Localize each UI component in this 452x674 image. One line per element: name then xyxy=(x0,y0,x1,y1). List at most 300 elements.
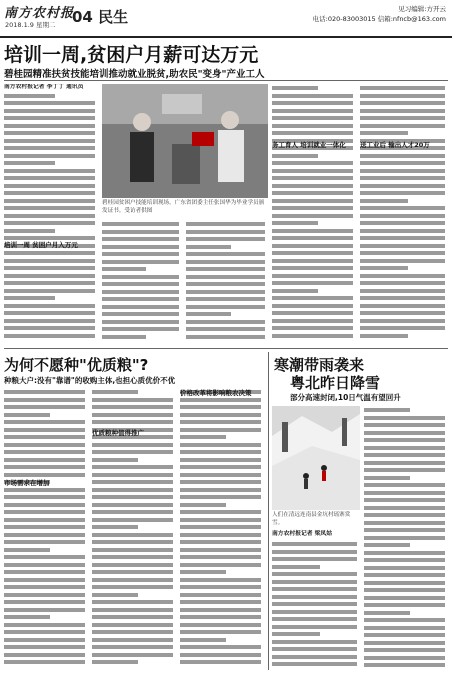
body-text-line xyxy=(360,204,448,212)
body-text-line xyxy=(272,182,356,190)
body-text-line xyxy=(360,152,448,160)
body-text-line xyxy=(4,122,98,130)
body-text-line xyxy=(4,516,88,524)
body-text-line xyxy=(4,174,98,182)
body-text-line xyxy=(102,258,182,266)
body-text-line xyxy=(92,411,176,419)
body-text-line xyxy=(102,243,182,251)
body-text-line xyxy=(272,638,360,646)
body-text-line xyxy=(92,613,176,621)
body-text-line xyxy=(4,219,98,227)
story2-body-col3 xyxy=(180,388,264,670)
body-text-line xyxy=(92,643,176,651)
body-text-line xyxy=(4,426,88,434)
body-text-line xyxy=(180,598,264,606)
body-text-line xyxy=(4,204,98,212)
body-text-line xyxy=(360,84,448,92)
body-text-line xyxy=(92,658,176,666)
body-text-line xyxy=(4,324,98,332)
body-text-line xyxy=(4,159,98,167)
body-text-line xyxy=(92,456,176,464)
body-text-line xyxy=(364,526,448,534)
body-text-line xyxy=(364,481,448,489)
body-text-line xyxy=(364,421,448,429)
body-text-line xyxy=(186,250,268,258)
body-text-line xyxy=(180,561,264,569)
body-text-line xyxy=(272,189,356,197)
body-text-line xyxy=(4,418,88,426)
body-text-line xyxy=(4,531,88,539)
body-text-line xyxy=(180,531,264,539)
body-text-line xyxy=(4,212,98,220)
body-text-line xyxy=(272,660,360,668)
body-text-line xyxy=(92,486,176,494)
body-text-line xyxy=(180,568,264,576)
body-text-line xyxy=(4,441,88,449)
body-text-line xyxy=(4,309,98,317)
story2-body-col1 xyxy=(4,388,88,670)
body-text-line xyxy=(272,585,360,593)
body-text-line xyxy=(102,265,182,273)
body-text-line xyxy=(186,243,268,251)
body-text-line xyxy=(364,571,448,579)
body-text-line xyxy=(360,122,448,130)
story1-subhead-1: 培训一周 贫困户月入万元 xyxy=(4,241,78,249)
body-text-line xyxy=(272,129,356,137)
body-text-line xyxy=(92,568,176,576)
body-text-line xyxy=(4,583,88,591)
body-text-line xyxy=(360,294,448,302)
body-text-line xyxy=(364,406,448,414)
body-text-line xyxy=(180,606,264,614)
body-text-line xyxy=(272,615,360,623)
body-text-line xyxy=(364,639,448,647)
body-text-line xyxy=(364,429,448,437)
body-text-line xyxy=(4,598,88,606)
body-text-line xyxy=(272,174,356,182)
story2-subhead-1: 市场需求在增加 xyxy=(4,479,50,487)
body-text-line xyxy=(364,594,448,602)
body-text-line xyxy=(92,441,176,449)
body-text-line xyxy=(272,107,356,115)
story3-byline: 南方农村报记者 梁凤姑 xyxy=(272,531,332,537)
body-text-line xyxy=(4,493,88,501)
body-text-line xyxy=(272,227,356,235)
body-text-line xyxy=(272,630,360,638)
body-text-line xyxy=(4,279,98,287)
body-text-line xyxy=(360,272,448,280)
story1-body-col3 xyxy=(186,220,268,344)
body-text-line xyxy=(102,280,182,288)
body-text-line xyxy=(360,107,448,115)
body-text-line xyxy=(180,651,264,659)
body-text-line xyxy=(364,459,448,467)
body-text-line xyxy=(364,601,448,609)
body-text-line xyxy=(180,583,264,591)
body-text-line xyxy=(272,287,356,295)
body-text-line xyxy=(272,234,356,242)
body-text-line xyxy=(92,396,176,404)
body-text-line xyxy=(92,388,176,396)
body-text-line xyxy=(360,309,448,317)
body-text-line xyxy=(272,152,356,160)
body-text-line xyxy=(272,623,360,631)
body-text-line xyxy=(360,234,448,242)
story1-subhead-2: 务工育人 培训就业一体化 xyxy=(272,141,346,149)
body-text-line xyxy=(4,264,98,272)
body-text-line xyxy=(272,219,356,227)
body-text-line xyxy=(4,182,98,190)
body-text-line xyxy=(180,591,264,599)
body-text-line xyxy=(272,204,356,212)
body-text-line xyxy=(4,636,88,644)
body-text-line xyxy=(272,555,360,563)
body-text-line xyxy=(4,448,88,456)
body-text-line xyxy=(360,279,448,287)
body-text-line xyxy=(272,578,360,586)
body-text-line xyxy=(360,167,448,175)
body-text-line xyxy=(92,523,176,531)
body-text-line xyxy=(102,273,182,281)
body-text-line xyxy=(180,546,264,554)
body-text-line xyxy=(364,511,448,519)
body-text-line xyxy=(92,493,176,501)
body-text-line xyxy=(272,608,360,616)
body-text-line xyxy=(102,325,182,333)
body-text-line xyxy=(360,189,448,197)
body-text-line xyxy=(360,302,448,310)
body-text-line xyxy=(4,249,98,257)
body-text-line xyxy=(4,463,88,471)
body-text-line xyxy=(364,586,448,594)
story3-photo-caption: 人们在清远连南县金坑村瑶寨赏雪。 xyxy=(272,512,351,526)
body-text-line xyxy=(180,658,264,666)
body-text-line xyxy=(186,333,268,341)
body-text-line xyxy=(272,332,356,340)
body-text-line xyxy=(360,257,448,265)
body-text-line xyxy=(102,310,182,318)
story3-body-col1 xyxy=(272,540,360,670)
body-text-line xyxy=(180,576,264,584)
body-text-line xyxy=(272,264,356,272)
story1-subhead-4: 送工业后 输出人才20万 xyxy=(360,141,430,149)
header-rule xyxy=(0,36,452,38)
body-text-line xyxy=(4,456,88,464)
body-text-line xyxy=(180,411,264,419)
body-text-line xyxy=(4,388,88,396)
body-text-line xyxy=(364,556,448,564)
body-text-line xyxy=(180,553,264,561)
body-text-line xyxy=(180,538,264,546)
body-text-line xyxy=(364,444,448,452)
body-text-line xyxy=(364,609,448,617)
body-text-line xyxy=(364,489,448,497)
body-text-line xyxy=(4,523,88,531)
body-text-line xyxy=(272,197,356,205)
body-text-line xyxy=(180,501,264,509)
body-text-line xyxy=(360,219,448,227)
body-text-line xyxy=(186,325,268,333)
body-text-line xyxy=(272,279,356,287)
body-text-line xyxy=(364,466,448,474)
story3-subheadline: 部分高速封闭,10日气温有望回升 xyxy=(290,393,401,402)
body-text-line xyxy=(186,273,268,281)
body-text-line xyxy=(272,570,360,578)
body-text-line xyxy=(92,628,176,636)
body-text-line xyxy=(4,332,98,340)
body-text-line xyxy=(272,645,360,653)
body-text-line xyxy=(4,508,88,516)
body-text-line xyxy=(4,167,98,175)
body-text-line xyxy=(186,228,268,236)
body-text-line xyxy=(102,303,182,311)
story1-body-col4 xyxy=(272,84,356,344)
body-text-line xyxy=(272,167,356,175)
body-text-line xyxy=(102,318,182,326)
body-text-line xyxy=(4,561,88,569)
issue-date: 2018.1.9 星期二 xyxy=(5,21,56,29)
body-text-line xyxy=(360,227,448,235)
body-text-line xyxy=(92,463,176,471)
body-text-line xyxy=(180,493,264,501)
body-text-line xyxy=(364,661,448,669)
story1-photo-caption: 碧桂园贫困户技能培训现场。广东省团委主任张国华为毕业学员颁发证书。受访者供图 xyxy=(102,200,265,214)
body-text-line xyxy=(4,99,98,107)
body-text-line xyxy=(272,540,360,548)
body-text-line xyxy=(360,287,448,295)
page-section-label: 04 民生 xyxy=(72,8,129,26)
body-text-line xyxy=(186,288,268,296)
body-text-line xyxy=(360,182,448,190)
body-text-line xyxy=(4,471,88,479)
body-text-line xyxy=(4,411,88,419)
body-text-line xyxy=(360,92,448,100)
body-text-line xyxy=(92,651,176,659)
body-text-line xyxy=(272,548,360,556)
body-text-line xyxy=(4,137,98,145)
body-text-line xyxy=(364,504,448,512)
body-text-line xyxy=(92,501,176,509)
body-text-line xyxy=(4,129,98,137)
body-text-line xyxy=(92,576,176,584)
body-text-line xyxy=(272,563,360,571)
body-text-line xyxy=(186,280,268,288)
story1-body-col1 xyxy=(4,84,98,344)
body-text-line xyxy=(272,114,356,122)
body-text-line xyxy=(4,114,98,122)
story1-body-col2 xyxy=(102,220,182,344)
body-text-line xyxy=(102,228,182,236)
body-text-line xyxy=(4,257,98,265)
story3-headline-2: 粤北昨日降雪 xyxy=(290,374,381,392)
body-text-line xyxy=(360,212,448,220)
body-text-line xyxy=(186,235,268,243)
body-text-line xyxy=(364,646,448,654)
body-text-line xyxy=(180,643,264,651)
body-text-line xyxy=(4,317,98,325)
body-text-line xyxy=(272,309,356,317)
story2-subhead-3: 价格改革将影响粮农决策 xyxy=(180,389,252,397)
body-text-line xyxy=(364,631,448,639)
body-text-line xyxy=(4,403,88,411)
body-text-line xyxy=(364,451,448,459)
body-text-line xyxy=(180,478,264,486)
body-text-line xyxy=(364,579,448,587)
body-text-line xyxy=(364,519,448,527)
body-text-line xyxy=(4,396,88,404)
body-text-line xyxy=(180,403,264,411)
body-text-line xyxy=(272,317,356,325)
body-text-line xyxy=(180,628,264,636)
body-text-line xyxy=(92,553,176,561)
body-text-line xyxy=(272,242,356,250)
body-text-line xyxy=(364,624,448,632)
body-text-line xyxy=(4,538,88,546)
body-text-line xyxy=(186,303,268,311)
body-text-line xyxy=(272,249,356,257)
body-text-line xyxy=(4,197,98,205)
body-text-line xyxy=(180,613,264,621)
body-text-line xyxy=(92,403,176,411)
body-text-line xyxy=(102,295,182,303)
body-text-line xyxy=(92,418,176,426)
page-header xyxy=(0,0,452,38)
body-text-line xyxy=(360,242,448,250)
body-text-line xyxy=(4,144,98,152)
body-text-line xyxy=(180,621,264,629)
body-text-line xyxy=(272,653,360,661)
body-text-line xyxy=(92,591,176,599)
story2-subheadline: 种粮大户:没有"靠谱"的收购主体,也担心质优价不优 xyxy=(4,376,176,385)
body-text-line xyxy=(92,516,176,524)
story1-byline: 南方农村报记者 李丁丁 通讯员 xyxy=(4,84,84,90)
story1-photo xyxy=(102,84,268,198)
story3-body-col2 xyxy=(364,406,448,670)
body-text-line xyxy=(92,448,176,456)
body-text-line xyxy=(360,317,448,325)
body-text-line xyxy=(92,546,176,554)
body-text-line xyxy=(364,616,448,624)
body-text-line xyxy=(180,448,264,456)
body-text-line xyxy=(4,658,88,666)
body-text-line xyxy=(360,129,448,137)
story1-subheadline: 碧桂园精准扶贫技能培训推动就业脱贫,助农民"变身"产业工人 xyxy=(4,69,265,80)
body-text-line xyxy=(186,220,268,228)
body-text-line xyxy=(360,332,448,340)
body-text-line xyxy=(272,159,356,167)
story1-headline: 培训一周,贫困户月薪可达万元 xyxy=(4,44,259,66)
body-text-line xyxy=(364,436,448,444)
body-text-line xyxy=(4,613,88,621)
body-text-line xyxy=(186,265,268,273)
body-text-line xyxy=(92,538,176,546)
body-text-line xyxy=(4,643,88,651)
editor-name: 见习编辑:方开云 xyxy=(398,5,446,13)
body-text-line xyxy=(4,606,88,614)
body-text-line xyxy=(180,456,264,464)
contact-info: 电话:020-83003015 信箱:nfncb@163.com xyxy=(312,15,446,23)
body-text-line xyxy=(4,553,88,561)
body-text-line xyxy=(102,250,182,258)
body-text-line xyxy=(186,258,268,266)
body-text-line xyxy=(360,324,448,332)
masthead: 南方农村报 xyxy=(4,6,75,21)
body-text-line xyxy=(360,197,448,205)
body-text-line xyxy=(4,302,98,310)
body-text-line xyxy=(4,621,88,629)
body-text-line xyxy=(272,84,356,92)
body-text-line xyxy=(180,418,264,426)
body-text-line xyxy=(4,92,98,100)
body-text-line xyxy=(4,433,88,441)
body-text-line xyxy=(364,534,448,542)
body-text-line xyxy=(272,324,356,332)
body-text-line xyxy=(180,463,264,471)
body-text-line xyxy=(92,471,176,479)
body-text-line xyxy=(180,486,264,494)
body-text-line xyxy=(4,591,88,599)
body-text-line xyxy=(4,628,88,636)
body-text-line xyxy=(92,598,176,606)
body-text-line xyxy=(360,264,448,272)
body-text-line xyxy=(4,107,98,115)
body-text-line xyxy=(360,99,448,107)
story1-body-col5 xyxy=(360,84,448,344)
body-text-line xyxy=(4,294,98,302)
body-text-line xyxy=(180,471,264,479)
body-text-line xyxy=(4,576,88,584)
body-text-line xyxy=(180,426,264,434)
body-text-line xyxy=(272,600,360,608)
body-text-line xyxy=(272,257,356,265)
body-text-line xyxy=(272,99,356,107)
body-text-line xyxy=(92,531,176,539)
story3-photo xyxy=(272,406,360,510)
story2-subhead-2: 优质粮种值得推广 xyxy=(92,429,144,437)
column-divider xyxy=(268,352,269,670)
body-text-line xyxy=(364,564,448,572)
body-text-line xyxy=(4,287,98,295)
body-text-line xyxy=(364,541,448,549)
body-text-line xyxy=(4,272,98,280)
divider xyxy=(4,348,448,349)
body-text-line xyxy=(4,651,88,659)
body-text-line xyxy=(360,249,448,257)
body-text-line xyxy=(272,122,356,130)
body-text-line xyxy=(92,606,176,614)
body-text-line xyxy=(4,501,88,509)
body-text-line xyxy=(4,227,98,235)
body-text-line xyxy=(364,414,448,422)
body-text-line xyxy=(102,235,182,243)
body-text-line xyxy=(102,220,182,228)
body-text-line xyxy=(364,549,448,557)
body-text-line xyxy=(102,288,182,296)
divider xyxy=(4,80,448,81)
body-text-line xyxy=(186,295,268,303)
body-text-line xyxy=(92,583,176,591)
story2-headline: 为何不愿种"优质粮"? xyxy=(4,356,149,374)
body-text-line xyxy=(92,508,176,516)
body-text-line xyxy=(92,561,176,569)
body-text-line xyxy=(364,496,448,504)
body-text-line xyxy=(272,92,356,100)
body-text-line xyxy=(272,272,356,280)
body-text-line xyxy=(272,294,356,302)
body-text-line xyxy=(360,114,448,122)
body-text-line xyxy=(180,636,264,644)
body-text-line xyxy=(92,636,176,644)
